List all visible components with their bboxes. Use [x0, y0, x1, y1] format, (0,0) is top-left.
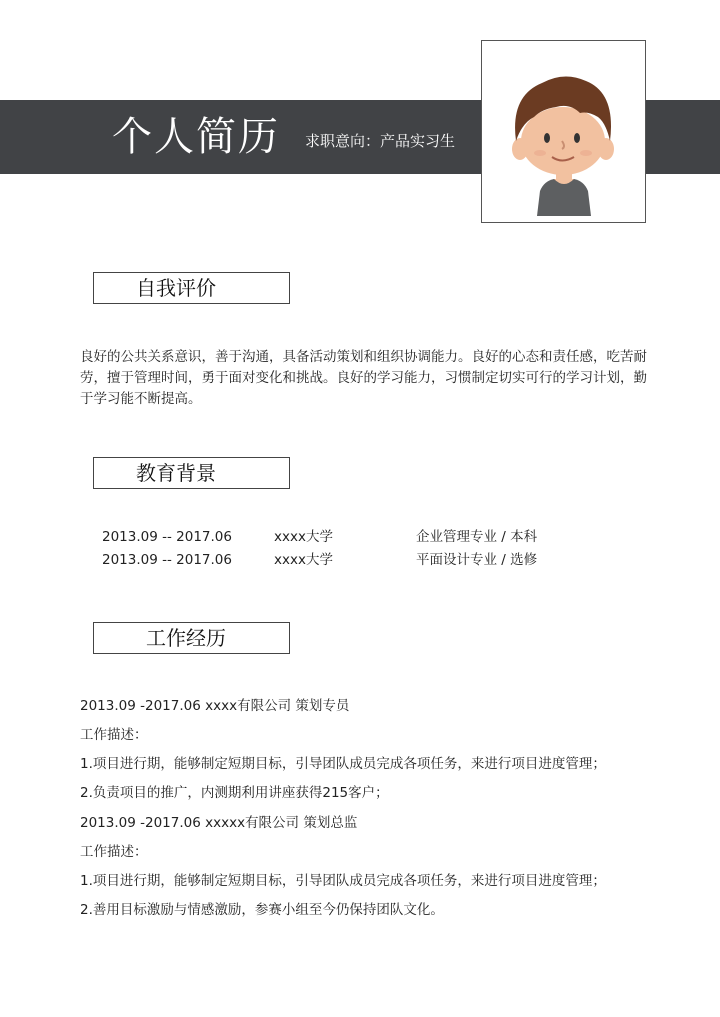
section-heading-work-experience: 工作经历 [93, 622, 290, 654]
education-date: 2013.09 -- 2017.06 [102, 552, 232, 568]
section-heading-education: 教育背景 [93, 457, 290, 489]
job-intent-label: 求职意向： [305, 132, 381, 150]
self-evaluation-text: 良好的公共关系意识，善于沟通，具备活动策划和组织协调能力。良好的心态和责任感，吃苦耐劳，擅于管理时间，勇于面对变化和挑战。良好的学习能力，习惯制定切实可行的学习计划，勤于学习能不断提高。 [80, 349, 647, 407]
avatar-icon [482, 41, 645, 222]
education-major: 平面设计专业 / 选修 [416, 552, 538, 568]
job-title: 2013.09 -2017.06 xxxx有限公司 策划专员 [80, 698, 350, 714]
resume-title: 个人简历 [112, 114, 280, 160]
profile-photo [481, 40, 646, 223]
education-school: xxxx大学 [274, 529, 333, 545]
job-desc-item: 1.项目进行期，能够制定短期目标，引导团队成员完成各项任务，来进行项目进度管理； [80, 756, 606, 772]
job-desc-item: 2.负责项目的推广，内测期利用讲座获得215客户； [80, 785, 389, 801]
job-desc-item: 1.项目进行期，能够制定短期目标，引导团队成员完成各项任务，来进行项目进度管理； [80, 873, 606, 889]
job-title: 2013.09 -2017.06 xxxxx有限公司 策划总监 [80, 815, 358, 831]
section-heading-self-evaluation: 自我评价 [93, 272, 290, 304]
job-desc-item: 2.善用目标激励与情感激励，参赛小组至今仍保持团队文化。 [80, 902, 444, 918]
education-major: 企业管理专业 / 本科 [416, 529, 538, 545]
job-intent [305, 130, 455, 152]
job-desc-label: 工作描述： [80, 727, 148, 743]
education-date: 2013.09 -- 2017.06 [102, 529, 232, 545]
job-desc-label: 工作描述： [80, 844, 148, 860]
education-school: xxxx大学 [274, 552, 333, 568]
job-intent-value: 产品实习生 [380, 132, 456, 150]
